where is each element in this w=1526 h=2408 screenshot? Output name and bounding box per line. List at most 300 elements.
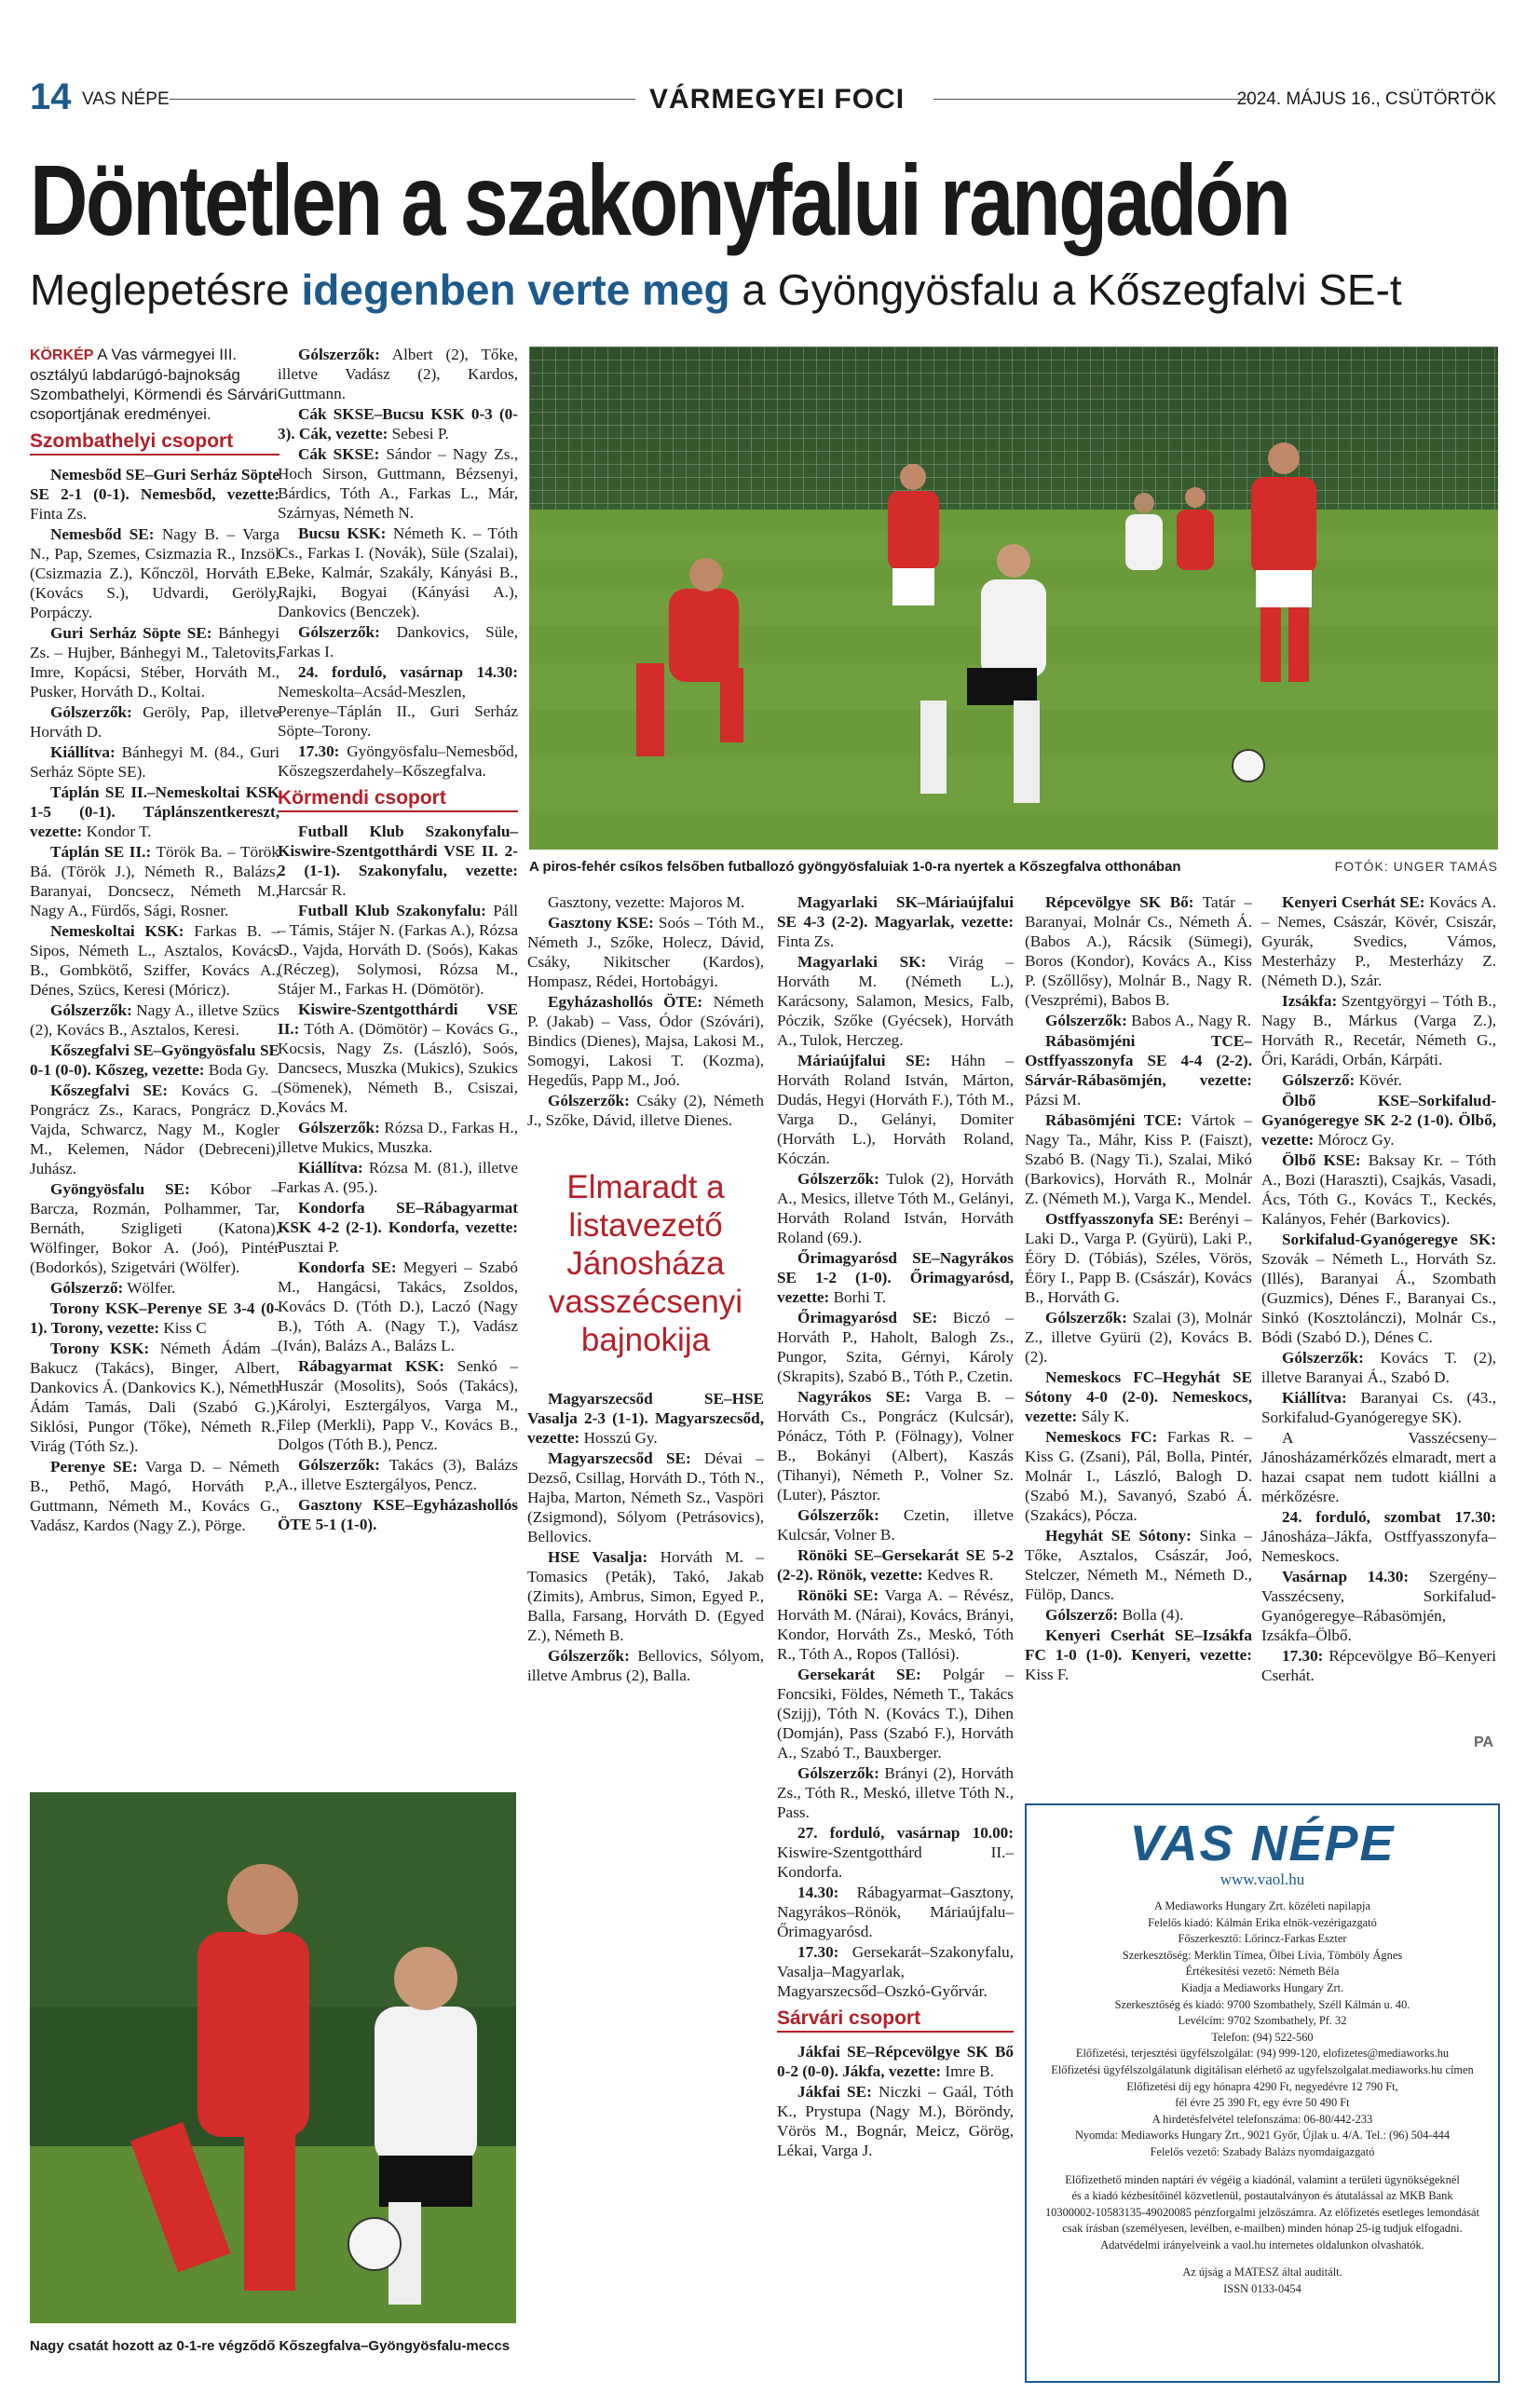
impressum-logo-wrap: [1027, 1816, 1498, 1889]
group-heading-szombathely: Szombathelyi csoport: [30, 431, 279, 456]
paragraph: [30, 1339, 279, 1456]
paragraph-text: Szergény–Vasszécseny, Sorkifalud-Gyanógeregye–Rábasömjén, Izsákfa–Ölbő.: [1261, 1568, 1496, 1644]
paragraph: [1025, 892, 1252, 1010]
paragraph-bold: Futball Klub Szakonyfalu–Kiswire-Szentgotthárdi VSE II. 2-2 (1-1). Szakonyfalu, vezette:: [278, 823, 518, 879]
paragraph: [1025, 1526, 1252, 1604]
paragraph-text: Jánosháza–Jákfa, Ostffyasszonyfa–Nemeskocs.: [1261, 1528, 1496, 1565]
paragraph: [527, 1547, 764, 1645]
impressum-line: Kiadja a Mediaworks Hungary Zrt.: [1180, 1980, 1344, 1994]
paragraph: [30, 623, 279, 701]
paragraph-bold: Rábagyarmat KSK:: [298, 1357, 444, 1375]
paragraph: [777, 2042, 1014, 2081]
paragraph-text: Sándor – Nagy Zs., Hoch Sirson, Guttmann, Bézsenyi, Bárdics, Tóth A., Farkas L., Már, Szárnyas, Németh N.: [278, 445, 519, 522]
paragraph-bold: Gólszerző:: [1282, 1071, 1356, 1089]
paragraph-bold: 24. forduló, vasárnap 14.30:: [298, 663, 518, 681]
paragraph-text: Hosszú Gy.: [579, 1429, 658, 1447]
paragraph-bold: Nemesbőd SE:: [50, 525, 155, 543]
paragraph: [777, 952, 1014, 1050]
paragraph-bold: Táplán SE II.–Nemeskoltai KSK 1-5 (0-1). Táplánszentkereszt, vezette:: [30, 783, 279, 840]
paragraph-bold: Ölbő KSE:: [1282, 1151, 1361, 1169]
paragraph-bold: Kiswire-Szentgotthárdi VSE II.:: [278, 1000, 518, 1038]
paragraph-text: Polgár – Foncsiki, Földes, Németh T., Takács (Szijj), Tóth N. (Kovács T.), Dihen (Domján), Pass (Szabó F.), Horváth A., Szabó T., Bauxberger.: [777, 1666, 1014, 1762]
column-2: [278, 345, 518, 1535]
subheadline-post: a Gyöngyösfalu a Kőszegfalvi SE-t: [729, 265, 1402, 314]
paragraph-text: Háhn – Horváth Roland István, Márton, Dudás, Hegyi (Horváth F.), Tóth M., Varga D., Gelányi, Domiter (Horváth L.), Horváth Roland, Kóczán.: [777, 1052, 1014, 1167]
impressum-line: [1027, 2161, 1498, 2172]
spacer: [527, 1131, 764, 1168]
paragraph-text: Németh K. – Tóth Cs., Farkas I. (Novák), Süle (Szalai), Beke, Kalmár, Szakály, Kányási B., Rajki, Bogyai (Kányási A.), Dankovics (Benczek).: [278, 524, 518, 620]
paragraph-text: Bellovics, Sólyom, illetve Ambrus (2), Balla.: [527, 1647, 764, 1684]
paragraph-bold: Kenyeri Cserhát SE–Izsákfa FC 1-0 (1-0). Kenyeri, vezette:: [1025, 1626, 1252, 1664]
paragraph: [1261, 1646, 1496, 1685]
paragraph: [1025, 1209, 1252, 1307]
paragraph-bold: Gólszerzők:: [298, 346, 380, 363]
paragraph: [1261, 1567, 1496, 1645]
paragraph-text: Tatár – Baranyai, Molnár Cs., Németh Á. (Babos A.), Rácsik (Sümegi), Boros (Kondor), Kovács A., Kiss P. (Szőllősy), Molnár B., Nagy R. (Veszprémi), Babos B.: [1025, 893, 1252, 1009]
paragraph: [777, 1763, 1014, 1822]
paragraph-bold: Kőszegfalvi SE:: [50, 1082, 169, 1099]
paragraph: [30, 1457, 279, 1535]
paper-name: VAS NÉPE: [82, 89, 170, 109]
paragraph-text: Farkas B. – Sipos, Németh L., Asztalos, Kovács B., Gombkötő, Sziffer, Kovács A., Dénes, Szücs, Keresi (Móricz).: [30, 922, 279, 999]
page-header: [30, 78, 1496, 116]
paragraph: [278, 901, 518, 999]
photo-bottom-illustration: [30, 1792, 516, 2323]
subheadline: [30, 265, 1402, 314]
paragraph-text: Bolla (4).: [1118, 1606, 1184, 1624]
paragraph-bold: Rönöki SE:: [797, 1586, 879, 1604]
paragraph: [777, 1387, 1014, 1504]
paragraph-text: Kedves R.: [922, 1566, 994, 1584]
paragraph-text: Tulok (2), Horváth A., Mesics, illetve Tóth M., Gelányi, Horváth Roland István, Horváth Roland (69.).: [777, 1170, 1014, 1246]
paragraph: [777, 1545, 1014, 1585]
paragraph-text: Vártok – Nagy Ta., Máhr, Kiss P. (Faiszt), Szabó B. (Nagy Ti.), Szalai, Mikó (Barkovics), Horváth R., Molnár Z. (Németh M.), Varga K., Mendel.: [1025, 1111, 1252, 1207]
paragraph-text: Borhi T.: [829, 1288, 887, 1306]
paragraph: [527, 1389, 764, 1448]
paragraph-text: Nemeskolta–Acsád-Meszlen, Perenye–Táplán II., Guri Serház Söpte–Torony.: [278, 683, 518, 740]
paragraph: [777, 1051, 1014, 1168]
ball: [348, 2218, 401, 2270]
headline: Döntetlen a szakonyfalui rangadón: [30, 143, 1289, 256]
paragraph: [30, 1081, 279, 1178]
paragraph-text: Dankovics, Süle, Farkas I.: [278, 623, 518, 660]
impressum-line: A Mediaworks Hungary Zrt. közéleti napilapja: [1154, 1899, 1370, 1912]
photo-bottom-caption: Nagy csatát hozott az 0-1-re végződő Kőszegfalva–Gyöngyösfalu-meccs: [30, 2338, 511, 2354]
paragraph-bold: Torony KSK–Perenye SE 3-4 (0-1). Torony, vezette:: [30, 1299, 279, 1337]
group-heading-sarvar: Sárvári csoport: [777, 2008, 1014, 2033]
paragraph-bold: HSE Vasalja:: [548, 1548, 648, 1566]
impressum-line: és a kiadó kézbesítőinél közvetlenül, postautalványon és átutalással az MKB Bank: [1071, 2189, 1453, 2203]
paragraph-bold: Gólszerzők:: [797, 1764, 879, 1782]
paragraph: [527, 1091, 764, 1130]
paragraph-bold: Gólszerző:: [50, 1279, 124, 1297]
paragraph-bold: Gólszerzők:: [50, 703, 132, 721]
subheadline-pre: Meglepetésre: [30, 265, 302, 314]
paragraph-bold: Gólszerzők:: [298, 1119, 380, 1136]
impressum-line: Felelős vezető: Szabady Balázs nyomdaigazgató: [1150, 2144, 1375, 2158]
paragraph: [30, 1041, 279, 1080]
paragraph: [30, 921, 279, 1000]
paragraph-bold: Gólszerzők:: [1282, 1349, 1364, 1367]
paragraph-bold: Gólszerzők:: [548, 1092, 630, 1109]
paragraph-text: Varga B. – Horváth Cs., Pongrácz (Kulcsár), Pónácz, Tóth P. (Fölnagy), Volner B., Bokányi (Albert), Kaszás (Tihanyi), Németh P., Volner Sz. (Luter), Pásztor.: [777, 1388, 1014, 1503]
group-heading-kormend: Körmendi csoport: [278, 788, 518, 812]
paragraph-bold: Egyházashollós ÖTE:: [548, 993, 703, 1011]
paragraph: [1261, 1388, 1496, 1427]
impressum-line: Értékesítési vezető: Németh Béla: [1185, 1965, 1340, 1979]
paragraph-text: Varga A. – Révész, Horváth M. (Nárai), Kovács, Brányi, Kondor, Horváth Zs., Meskó, Tóth R., Tóth A., Ropos (Tallósi).: [777, 1586, 1014, 1663]
paragraph-bold: 17.30:: [1282, 1647, 1324, 1665]
paragraph-bold: Gólszerzők:: [797, 1170, 879, 1188]
paragraph-bold: Futball Klub Szakonyfalu:: [298, 902, 486, 919]
paragraph: [1261, 1507, 1496, 1566]
header-rule-right: [933, 99, 1250, 100]
col4-body: [777, 892, 1014, 2001]
impressum-line: Telefon: (94) 522-560: [1211, 2030, 1314, 2044]
paragraph-bold: 17.30:: [298, 742, 340, 760]
col2-body: [278, 345, 518, 781]
paragraph-bold: Rábasömjéni TCE–Ostffyasszonyfa SE 4-4 (2-2). Sárvár-Rábasömjén, vezette:: [1025, 1032, 1252, 1089]
paragraph-text: Kondor T.: [82, 823, 152, 840]
paragraph-text: Niczki – Gaál, Tóth K., Prystupa (Nagy M.), Böröndy, Vörös M., Bognár, Meicz, Görög, Lékai, Varga J.: [777, 2083, 1014, 2159]
impressum-line: 10300002-10583135-49020085 pénzforgalmi jelzőszámra. Az előfizetés esetleges lemondását: [1044, 2205, 1479, 2219]
paragraph: [777, 1505, 1014, 1544]
paragraph: [1025, 1626, 1252, 1684]
paragraph-text: Baranyai Cs. (43., Sorkifalud-Gyanógeregye SK).: [1261, 1389, 1496, 1426]
paragraph-text: Gyöngyösfalu–Nemesbőd, Kőszegszerdahely–Kőszegfalva.: [278, 742, 518, 780]
vas-nepe-logo: VAS NÉPE: [1129, 1816, 1396, 1871]
paragraph: [278, 822, 518, 900]
column-4: [777, 892, 1014, 2161]
impressum-box: [1025, 1803, 1500, 2383]
paragraph-bold: Sorkifalud-Gyanógeregye SK:: [1282, 1231, 1496, 1248]
impressum-line: Levélcím: 9702 Szombathely, Pf. 32: [1178, 2014, 1347, 2028]
paragraph-text: Németh Ádám – Bakucz (Takács), Binger, Albert, Dankovics Á. (Dankovics K.), Németh Ádám Tamás, Dali (Szabó G.), Siklósi, Pungor (Tőke), Németh R., Virág (Tóth Sz.).: [30, 1340, 279, 1455]
paragraph: [278, 1356, 518, 1454]
pull-quote: Elmaradt a listavezető Jánosháza vasszécsenyi bajnokija: [548, 1169, 743, 1358]
paragraph: [30, 1000, 279, 1040]
paragraph: [30, 842, 279, 920]
paragraph-bold: Vasárnap 14.30:: [1282, 1568, 1410, 1585]
paragraph-bold: Gólszerzők:: [1045, 1309, 1127, 1326]
paragraph-bold: Rönöki SE–Gersekarát SE 5-2 (2-2). Rönök, vezette:: [777, 1546, 1014, 1584]
paragraph: [777, 1585, 1014, 1664]
photo-top-caption: A piros-fehér csíkos felsőben futballozó gyöngyösfaluiak 1-0-ra nyertek a Kőszegfalva otthonában: [529, 859, 1181, 875]
paragraph: [278, 1118, 518, 1157]
paragraph: [30, 782, 279, 841]
lead-text: A Vas vármegyei III. osztályú labdarúgó-bajnokság Szombathelyi, Körmendi és Sárvári csoportjának eredményei.: [30, 346, 278, 423]
section-title: VÁRMEGYEI FOCI: [649, 84, 906, 115]
paragraph-bold: Guri Serház Söpte SE:: [50, 624, 212, 642]
paragraph: [1261, 892, 1496, 990]
paragraph: [1261, 1150, 1496, 1229]
paragraph-bold: Bucsu KSK:: [298, 524, 387, 542]
paragraph-bold: Gólszerzők:: [298, 1456, 380, 1474]
paragraph: [1025, 1367, 1252, 1426]
paragraph-bold: Gólszerzők:: [548, 1647, 630, 1665]
paragraph-bold: Kiállítva:: [1282, 1389, 1347, 1407]
paragraph: [278, 1455, 518, 1494]
paragraph-bold: Ostffyasszonyfa SE:: [1045, 1210, 1184, 1228]
paragraph-text: Kövér.: [1355, 1071, 1402, 1089]
photo-top-illustration: [529, 347, 1498, 850]
impressum-line: Szerkesztőség és kiadó: 9700 Szombathely, Széll Kálmán u. 40.: [1114, 1997, 1410, 2011]
paragraph-bold: Jákfai SE:: [797, 2083, 872, 2101]
paragraph-bold: 14.30:: [797, 1884, 839, 1901]
impressum-line: Az újság a MATESZ által auditált.: [1182, 2265, 1342, 2279]
paragraph-bold: Magyarszecsőd SE:: [548, 1449, 691, 1467]
paragraph: [30, 1278, 279, 1298]
page-number: 14: [30, 76, 72, 117]
column-1: [30, 345, 279, 1536]
paragraph: [278, 1258, 518, 1355]
paragraph-text: Páll – Támis, Stájer N. (Farkas A.), Rózsa D., Vajda, Horváth D. (Soós), Kakas (Réczeg), Solymosi, Rózsa M., Stájer M., Farkas H. (Dömötör).: [278, 902, 518, 998]
paragraph: [278, 1000, 518, 1117]
paragraph: [278, 1158, 518, 1197]
photo-credit: FOTÓK: UNGER TAMÁS: [1334, 859, 1498, 874]
paragraph: [1025, 1308, 1252, 1367]
paragraph-bold: Táplán SE II.:: [50, 843, 152, 861]
impressum-line: Szerkesztőség: Merklin Tímea, Ölbei Lívia, Tömböly Ágnes: [1122, 1948, 1403, 1962]
paragraph: [527, 1646, 764, 1685]
impressum-line: Előfizetési ügyfélszolgálatunk digitálisan elérhető az ugyfelszolgalat.mediaworks.hu címen: [1051, 2062, 1474, 2076]
paragraph-text: Tóth A. (Dömötör) – Kovács G., Kocsis, Nagy Zs. (László), Soós, Dancsecs, Muszka (Mukics), Szukics (Sömenek), Németh B., Csiszai, Kovács M.: [278, 1020, 518, 1116]
paragraph: [278, 1198, 518, 1257]
paragraph-bold: Gasztony KSE:: [548, 914, 654, 932]
paragraph-text: Geröly, Pap, illetve Horváth D.: [30, 703, 279, 741]
paragraph: [278, 662, 518, 741]
paragraph-text: Horváth M. – Tomasics (Peták), Takó, Jakab (Zimits), Ambrus, Simon, Egyed P., Balla, Farsang, Horváth D. (Egyed Z.), Németh B.: [527, 1548, 765, 1644]
paragraph-text: Szalai (3), Molnár Z., illetve Gyürü (2), Kovács B. (2).: [1025, 1309, 1252, 1366]
paragraph: [278, 622, 518, 661]
paragraph: [30, 702, 279, 741]
column-3: [527, 892, 764, 1686]
col3-body: [527, 892, 764, 1130]
paragraph-text: Gersekarát–Szakonyfalu, Vasalja–Magyarlak, Magyarszecsőd–Oszkó-Győrvár.: [777, 1943, 1014, 2000]
impressum-line: Előfizethető minden naptári év végéig a kiadónál, valamint a területi ügynökségeknél: [1065, 2172, 1460, 2186]
paragraph-text: Baksay Kr. – Tóth A., Bozi (Haraszti), Csajkás, Vasadi, Ács, Tóth G., Kovács T., Keckés, Kalányos, Fehér (Barkovics).: [1261, 1151, 1496, 1228]
paragraph-text: Kóbor – Barcza, Rozmán, Polhammer, Tar, Bernáth, Szigligeti (Katona), Wölfinger, Bokor A. (Joó), Pintér (Bodorkós), Szigetvári (Wölfer).: [30, 1180, 280, 1276]
paragraph-bold: Nemesbőd SE–Guri Serház Söpte SE 2-1 (0-1). Nemesbőd, vezette:: [30, 466, 279, 503]
paragraph: [777, 1169, 1014, 1247]
paragraph: [527, 913, 764, 991]
paragraph-bold: Répcevölgye SK Bő:: [1045, 893, 1194, 911]
paragraph-text: Berényi – Laki D., Varga P. (Gyürü), Laki P., Éöry D. (Tóbiás), Széles, Vörös, Éöry I., Papp B. (Császár), Kovács B., Horváth G.: [1025, 1210, 1252, 1306]
paragraph-bold: Őrimagyarósd SE–Nagyrákos SE 1-2 (1-0). Őrimagyarósd, vezette:: [777, 1249, 1014, 1306]
paragraph-text: Finta Zs.: [30, 505, 88, 523]
paragraph-bold: Magyarszecsőd SE–HSE Vasalja 2-3 (1-1). Magyarszecsőd, vezette:: [527, 1390, 764, 1447]
column-6: [1261, 892, 1496, 1686]
paragraph: [777, 1308, 1014, 1386]
paragraph-text: Gasztony, vezette: Majoros M.: [548, 893, 745, 911]
paragraph-bold: Nemeskocs FC:: [1045, 1428, 1158, 1446]
paragraph: [30, 1299, 279, 1338]
paragraph-text: A Vasszécseny–Jánosházamérkőzés elmaradt, mert a hazai csapat nem tudott kiállni a mérkőzésre.: [1261, 1429, 1496, 1505]
paragraph-bold: 27. forduló, vasárnap 10.00:: [797, 1824, 1014, 1842]
col4-body-2: [777, 2042, 1014, 2160]
paragraph: [30, 524, 279, 622]
paragraph-text: Dévai – Dezső, Csillag, Horváth D., Tóth N., Hajba, Marton, Németh Sz., Vaspöri (Zsigmond), Sólyom (Petrásovics), Bellovics.: [527, 1449, 764, 1545]
paragraph-text: Boda Gy.: [204, 1061, 269, 1079]
paragraph: [1025, 1110, 1252, 1208]
paragraph-bold: Máriaújfalui SE:: [797, 1052, 931, 1069]
paragraph-text: Bánhegyi M. (84., Guri Serház Söpte SE).: [30, 743, 279, 781]
paragraph: [1025, 1605, 1252, 1625]
impressum-line: Főszerkesztő: Lőrincz-Farkas Eszter: [1178, 1932, 1347, 1946]
paragraph-text: Varga D. – Németh B., Pethő, Magó, Horváth P., Guttmann, Németh M., Kovács G., Vadász, Kardos (Nagy Z.), Pörge.: [30, 1458, 280, 1534]
paragraph-text: Kiss F.: [1025, 1666, 1070, 1683]
paragraph: [1261, 991, 1496, 1069]
paragraph: [278, 345, 518, 403]
paragraph-text: Finta Zs.: [777, 932, 835, 950]
impressum-line: Felelős kiadó: Kálmán Erika elnök-vezérigazgató: [1148, 1915, 1377, 1929]
paragraph-text: Szovák – Németh L., Horváth Sz. (Illés), Baranyai Á., Szombath (Guzmics), Dénes F., Baranyai Cs., Sinkó (Kosztolánczi), Molnár Cs., Bódi (Szabó D.), Dénes C.: [1261, 1250, 1496, 1346]
paragraph-bold: Hegyhát SE Sótony:: [1045, 1527, 1192, 1544]
paragraph-bold: Perenye SE:: [50, 1458, 138, 1476]
paragraph-bold: Kondorfa SE–Rábagyarmat KSK 4-2 (2-1). Kondorfa, vezette:: [278, 1199, 518, 1236]
paragraph-bold: Kiállítva:: [298, 1159, 363, 1177]
paragraph: [777, 2082, 1014, 2160]
spacer: [527, 1359, 764, 1389]
paragraph-text: Farkas R. – Kiss G. (Zsani), Pál, Bolla, Pintér, Molnár I., László, Balogh D. (Szabó M.), Savanyó, Szabó Á. (Szakács), Pócza.: [1025, 1428, 1252, 1524]
impressum-line: ISSN 0133-0454: [1223, 2282, 1301, 2296]
paragraph-text: Kovács T. (2), illetve Baranyai Á., Szabó D.: [1261, 1349, 1496, 1386]
col6-body: [1261, 892, 1496, 1685]
impressum-line: A hirdetésfelvétel telefonszáma: 06-80/442-233: [1151, 2112, 1373, 2126]
paragraph-bold: Ölbő KSE–Sorkifalud-Gyanógeregye SK 2-2 (1-0). Ölbő, vezette:: [1261, 1092, 1496, 1149]
paragraph: [30, 1179, 279, 1277]
paragraph-text: Sebesi P.: [388, 425, 449, 442]
paragraph-bold: Gólszerző:: [1045, 1606, 1119, 1624]
paragraph: [1025, 1031, 1252, 1109]
paragraph-bold: Rábasömjéni TCE:: [1045, 1111, 1182, 1129]
paragraph: [30, 465, 279, 524]
paragraph-bold: 24. forduló, szombat 17.30:: [1282, 1508, 1496, 1526]
paragraph-text: Kovács G. – Pongrácz Zs., Karacs, Pongrácz D., Vajda, Schwarcz, Nagy M., Kogler M., Kelemen, Nádor (Debreceni), Juhász.: [30, 1082, 279, 1177]
column-5: [1025, 892, 1252, 1685]
paragraph-bold: Nemeskocs FC–Hegyhát SE Sótony 4-0 (2-0). Nemeskocs, vezette:: [1025, 1368, 1252, 1425]
impressum-line: Adatvédelmi irányelveink a vaol.hu internetes oldalunkon olvashatók.: [1100, 2238, 1424, 2252]
paragraph-bold: Magyarlaki SK–Máriaújfalui SE 4-3 (2-2). Magyarlak, vezette:: [777, 893, 1014, 931]
paragraph-text: Csáky (2), Németh J., Szőke, Dávid, illetve Dienes.: [527, 1092, 764, 1129]
col2-body-2: [278, 822, 518, 1534]
paragraph-bold: Cák SKSE–Bucsu KSK 0-3 (0-3). Cák, vezette:: [278, 405, 518, 442]
paragraph-text: Kiswire-Szentgotthárd II.–Kondorfa.: [777, 1843, 1014, 1881]
article-lead: [30, 345, 279, 424]
paragraph-bold: 17.30:: [797, 1943, 839, 1961]
paragraph-bold: Gasztony KSE–Egyházashollós ÖTE 5-1 (1-0).: [278, 1496, 518, 1533]
ball: [1233, 750, 1264, 782]
paragraph-text: Pusztai P.: [278, 1238, 339, 1256]
paragraph: [1261, 1230, 1496, 1347]
paragraph: [1261, 1091, 1496, 1150]
paragraph-text: Kiss C: [159, 1319, 207, 1337]
paragraph-text: Imre B.: [941, 2062, 994, 2080]
paragraph-bold: Gersekarát SE:: [797, 1666, 921, 1683]
paragraph-bold: Kenyeri Cserhát SE:: [1282, 893, 1425, 911]
paragraph-text: Soós – Tóth M., Németh J., Szőke, Holecz, Dávid, Csáky, Nikitscher (Kardos), Hompasz, Rédei, Hortobágyi.: [527, 914, 764, 990]
paragraph-bold: Őrimagyarósd SE:: [797, 1309, 938, 1326]
col5-body: [1025, 892, 1252, 1684]
paragraph-text: Senkó – Huszár (Mosolits), Soós (Takács), Károlyi, Esztergályos, Varga M., Filep (Merkli), Papp V., Kovács B., Dolgos (Tóth B.), Pencz.: [278, 1357, 518, 1453]
paragraph-bold: Magyarlaki SK:: [797, 953, 927, 971]
paragraph-text: Sály K.: [1077, 1408, 1130, 1425]
paragraph-text: Kovács A. – Nemes, Császár, Kövér, Csiszár, Gyurák, Svedics, Vámos, Mesterházy P., Mesterházy Z. (Németh D.), Szár.: [1261, 893, 1496, 989]
paragraph: [278, 524, 518, 621]
paragraph-bold: Jákfai SE–Répcevölgye SK Bő 0-2 (0-0). Jákfa, vezette:: [777, 2043, 1014, 2080]
paragraph: [777, 1942, 1014, 2001]
impressum-line: Előfizetési díj egy hónapra 4290 Ft, negyedévre 12 790 Ft,: [1126, 2079, 1398, 2093]
paragraph-bold: Kőszegfalvi SE–Gyöngyösfalu SE 0-1 (0-0). Kőszeg, vezette:: [30, 1041, 279, 1079]
paragraph-text: Török Ba. – Török Bá. (Török J.), Németh R., Balázs, Baranyai, Doncsecz, Németh M., Nagy A., Fürdős, Sági, Rosner.: [30, 843, 279, 919]
paragraph: [777, 892, 1014, 951]
paragraph-text: Brányi (2), Horváth Zs., Tóth R., Meskó, illetve Tóth N., Pass.: [777, 1764, 1014, 1821]
paragraph-text: Biczó – Horváth P., Haholt, Balogh Zs., Pungor, Szita, Gérnyi, Károly (Skrapits), Szabó B., Tóth P., Czetin.: [777, 1309, 1015, 1385]
paragraph-text: Wölfer.: [123, 1279, 176, 1297]
paragraph-bold: Gólszerzők:: [298, 623, 380, 641]
paragraph-text: Megyeri – Szabó M., Hangácsi, Takács, Zsoldos, Kovács D. (Tóth D.), Laczó (Nagy B.), Tóth A. (Nagy T.), Vadász (Iván), Balázs A., Balázs L.: [278, 1258, 518, 1354]
paragraph-bold: Kiállítva:: [50, 743, 116, 761]
paragraph: [278, 444, 518, 523]
paragraph-text: Répcevölgye Bő–Kenyeri Cserhát.: [1261, 1647, 1496, 1684]
paragraph-bold: Cák SKSE:: [298, 445, 380, 463]
col3-body-2: [527, 1389, 764, 1685]
paragraph: [278, 1495, 518, 1534]
impressum-line: [1027, 2253, 1498, 2265]
paragraph: [1261, 1348, 1496, 1387]
paragraph: [1025, 1427, 1252, 1525]
paragraph: [30, 742, 279, 782]
paragraph-bold: Gólszerzők:: [50, 1001, 132, 1019]
kicker: KÖRKÉP: [30, 347, 94, 363]
impressum-line: csak írásban (személyesen, levélben, e-mailben) minden hónap 25-ig tudjuk elfogadni.: [1062, 2222, 1463, 2236]
paragraph-text: Albert (2), Tőke, illetve Vadász (2), Kardos, Guttmann.: [278, 346, 518, 402]
col1-body: [30, 465, 279, 1535]
paragraph: [527, 1449, 764, 1546]
paragraph-text: Virág – Horváth M. (Németh L.), Karácsony, Salamon, Mesics, Falb, Póczik, Szőke (Gyécsek), Horváth A., Tulok, Herczeg.: [777, 953, 1014, 1049]
paragraph-bold: Kondorfa SE:: [298, 1258, 397, 1276]
paragraph-bold: Gólszerzők:: [1045, 1012, 1127, 1029]
paragraph: [777, 1248, 1014, 1307]
paragraph-text: Sinka – Tőke, Asztalos, Császár, Joó, Stelczer, Németh M., Németh D., Fülöp, Dancs.: [1025, 1527, 1252, 1603]
paragraph-text: Mórocz Gy.: [1314, 1131, 1395, 1149]
impressum-line: Nyomda: Mediaworks Hungary Zrt., 9021 Győr, Újlak u. 4/A. Tel.: (96) 504-444: [1074, 2129, 1451, 2143]
paragraph-text: Pázsi M.: [1025, 1091, 1082, 1109]
paragraph-text: Takács (3), Balázs A., illetve Esztergályos, Pencz.: [278, 1456, 518, 1493]
paragraph-text: Babos A., Nagy R.: [1126, 1012, 1252, 1029]
paragraph-text: Bánhegyi Zs. – Hujber, Bánhegyi M., Taletovits, Imre, Kopácsi, Stéber, Horváth M., Pusker, Horváth D., Koltai.: [30, 624, 279, 701]
paragraph-text: Harcsár R.: [278, 881, 347, 899]
paragraph-bold: Izsákfa:: [1282, 992, 1338, 1010]
paragraph: [1261, 1428, 1496, 1506]
impressum-line: Előfizetési, terjesztési ügyfélszolgálat: (94) 999-120, elofizetes@mediaworks.hu: [1075, 2047, 1450, 2061]
photo-top: [529, 347, 1498, 850]
header-rule-left: [170, 99, 635, 100]
paragraph-text: Rózsa M. (81.), illetve Farkas A. (95.).: [278, 1159, 518, 1196]
paragraph-bold: Gyöngyösfalu SE:: [50, 1180, 190, 1198]
paragraph-bold: Nemeskoltai KSK:: [50, 922, 184, 940]
paragraph-text: Rózsa D., Farkas H., illetve Mukics, Muszka.: [278, 1119, 518, 1156]
paragraph-text: Rábagyarmat–Gasztony, Nagyrákos–Rönök, Máriaújfalu–Őrimagyarósd.: [777, 1884, 1014, 1940]
website-url[interactable]: www.vaol.hu: [1219, 1871, 1305, 1888]
paragraph: [1261, 1070, 1496, 1090]
paragraph-bold: Torony KSK:: [50, 1340, 150, 1357]
paragraph-text: Nagy B. – Varga N., Pap, Szemes, Csizmazia R., Inzsöl (Csizmazia Z.), Kőnczöl, Horváth E. (Kovács S.), Udvardi, Geröly, Porpáczy.: [30, 525, 279, 621]
paragraph: [777, 1823, 1014, 1882]
paragraph: [527, 992, 764, 1090]
impressum-text: [1027, 1898, 1498, 2298]
paragraph: [1025, 1011, 1252, 1030]
